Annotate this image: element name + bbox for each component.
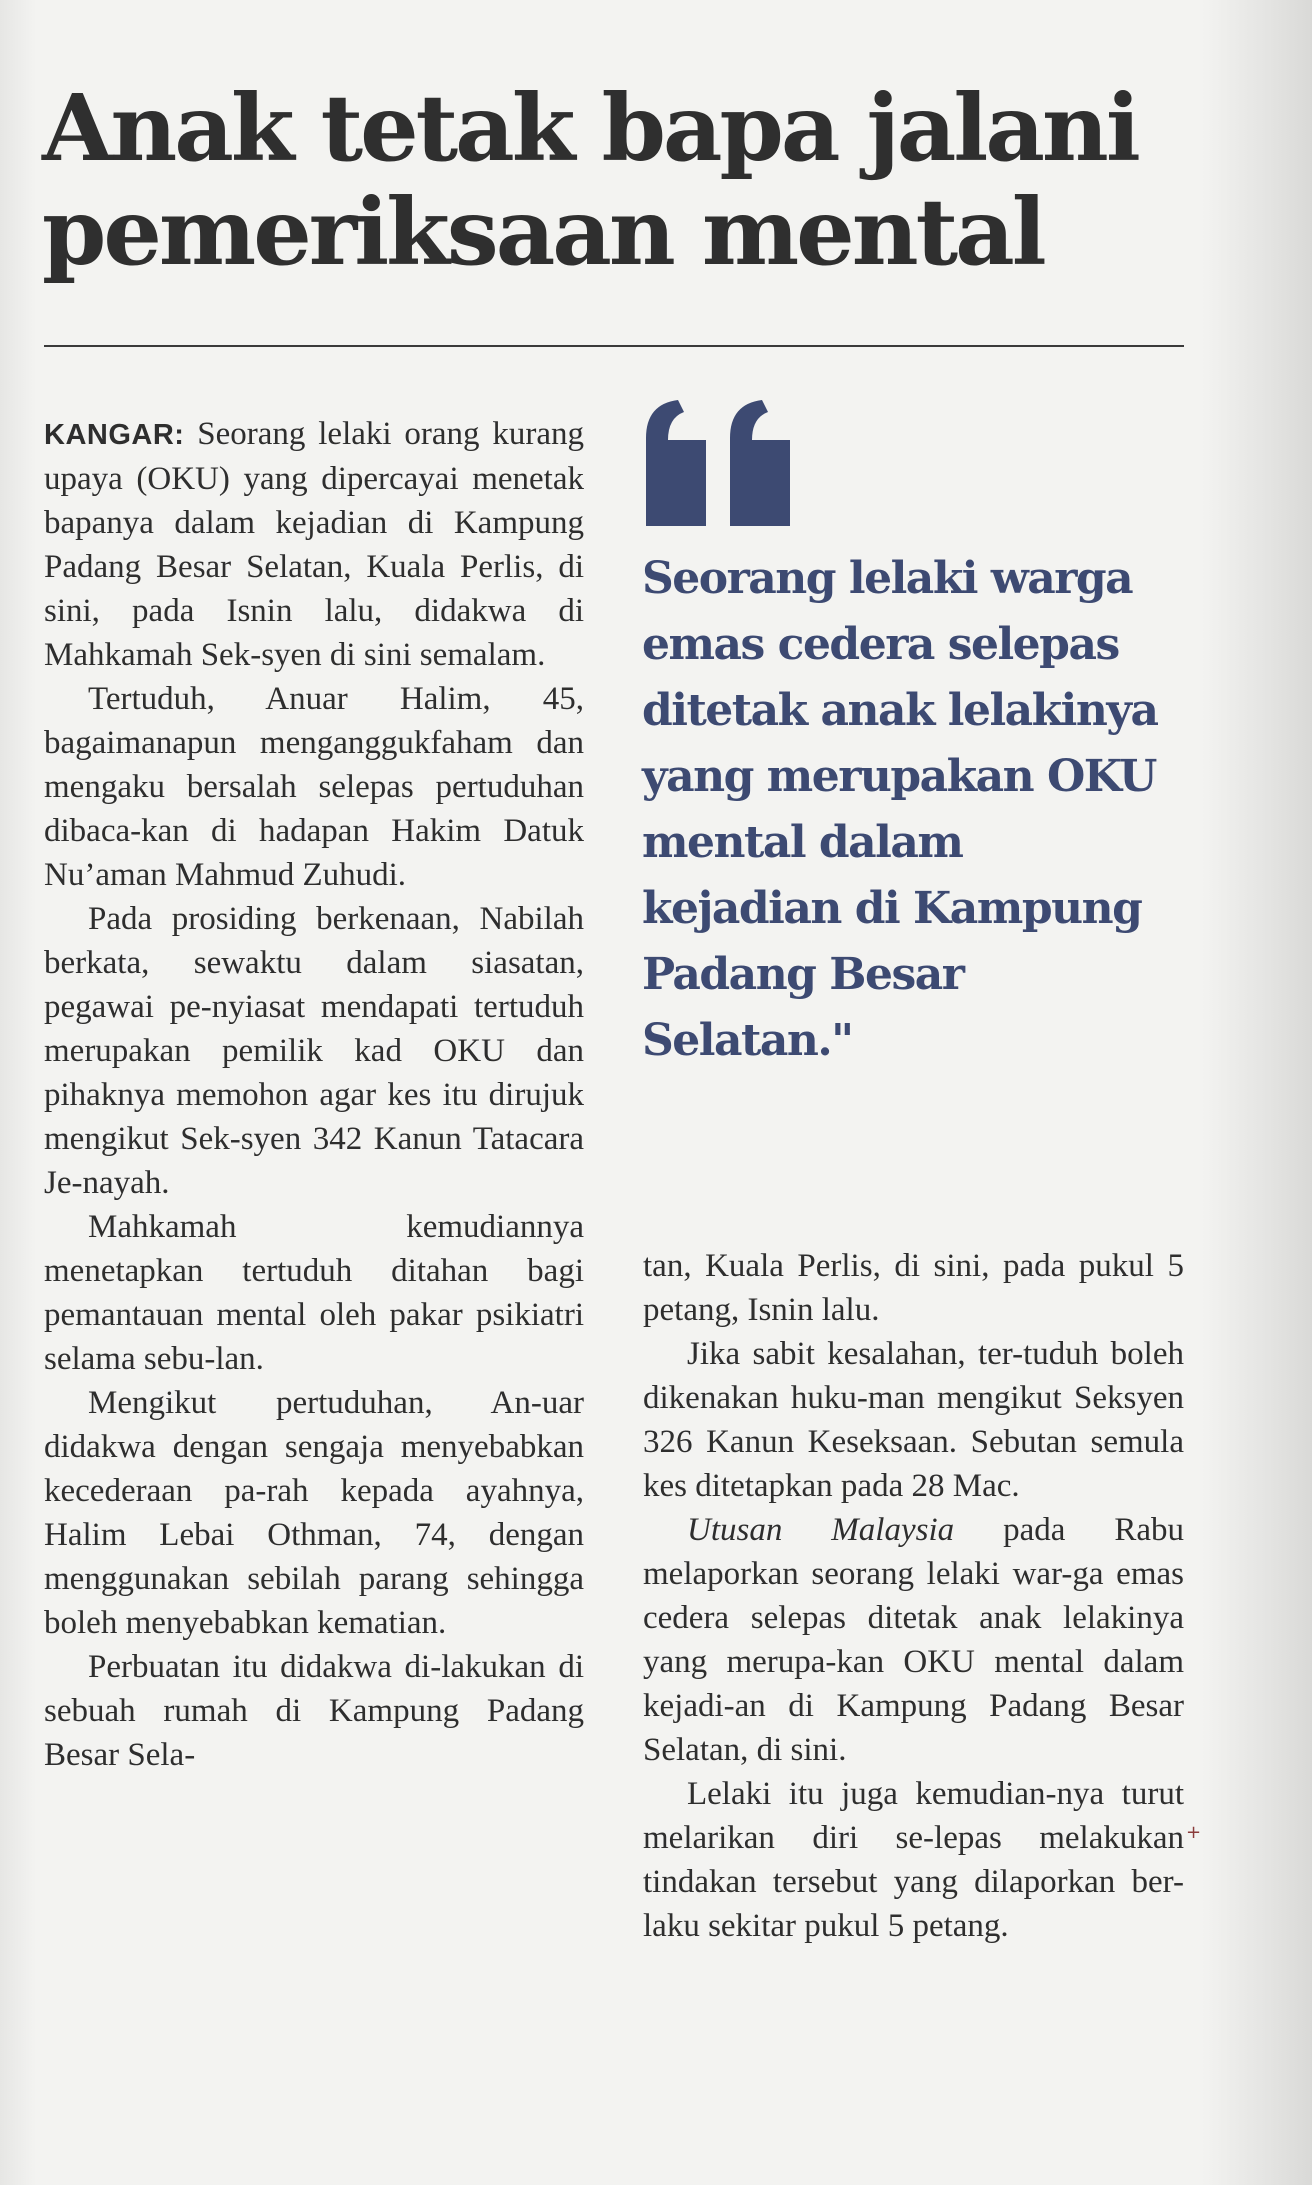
right-column xyxy=(643,1244,1184,1948)
headline-line-1: Anak tetak bapa jalani xyxy=(42,74,1138,182)
pull-quote: Seorang lelaki warga emas cedera selepas ditetak anak lelakinya yang merupakan OKU mental dalam kejadian di Kampung Padang Besar Selatan." xyxy=(642,553,1158,1066)
left-column xyxy=(44,412,584,1777)
opening-double-quote-icon xyxy=(640,398,800,528)
paragraph-10: Lelaki itu juga kemudian-nya turut melarikan diri se-lepas melakukan tindakan tersebut yang dilaporkan ber-laku sekitar pukul 5 petang. xyxy=(643,1776,1184,1944)
plus-mark-icon: + xyxy=(1186,1822,1202,1843)
paper-right-edge xyxy=(1202,0,1312,2185)
headline-rule xyxy=(44,345,1184,347)
paragraph-1 xyxy=(44,412,584,677)
paragraph-9 xyxy=(643,1508,1184,1772)
paragraph-4: Mahkamah kemudiannya menetapkan tertuduh ditahan bagi pemantauan mental oleh pakar psikiatri selama sebu-lan. xyxy=(44,1209,584,1377)
paragraph-8: Jika sabit kesalahan, ter-tuduh boleh dikenakan huku-man mengikut Seksyen 326 Kanun Keseksaan. Sebutan semula kes ditetapkan pada 28 Mac. xyxy=(643,1336,1184,1504)
paragraph-1-text: Seorang lelaki orang kurang upaya (OKU) yang dipercayai menetak bapanya dalam kejadian di Kampung Padang Besar Selatan, Kuala Perlis, di sini, pada Isnin lalu, didakwa di Mahkamah Sek-syen di sini semalam. xyxy=(44,416,584,673)
paragraph-5: Mengikut pertuduhan, An-uar didakwa dengan sengaja menyebabkan kecederaan pa-rah kepada ayahnya, Halim Lebai Othman, 74, dengan menggunakan sebilah parang sehingga boleh menyebabkan kematian. xyxy=(44,1385,584,1641)
dateline: KANGAR: xyxy=(44,419,185,451)
paragraph-6: Perbuatan itu didakwa di-lakukan di sebuah rumah di Kampung Padang Besar Sela- xyxy=(44,1649,584,1773)
paragraph-2: Tertuduh, Anuar Halim, 45, bagaimanapun menganggukfaham dan mengaku bersalah selepas pertuduhan dibaca-kan di hadapan Hakim Datuk Nu’aman Mahmud Zuhudi. xyxy=(44,681,584,893)
headline-line-2: pemeriksaan mental xyxy=(42,178,1044,286)
paragraph-9-text: pada Rabu melaporkan seorang lelaki war-ga emas cedera selepas ditetak anak lelakinya yang merupa-kan OKU mental dalam kejadi-an di Kampung Padang Besar Selatan, di sini. xyxy=(643,1512,1184,1768)
paper-left-edge xyxy=(0,0,36,2185)
article-headline xyxy=(42,76,1192,284)
paragraph-7: tan, Kuala Perlis, di sini, pada pukul 5 petang, Isnin lalu. xyxy=(643,1248,1184,1328)
paragraph-3: Pada prosiding berkenaan, Nabilah berkata, sewaktu dalam siasatan, pegawai pe-nyiasat mendapati tertuduh merupakan pemilik kad OKU dan pihaknya memohon agar kes itu dirujuk mengikut Sek-syen 342 Kanun Tatacara Je-nayah. xyxy=(44,901,584,1201)
newspaper-name: Utusan Malaysia xyxy=(687,1512,955,1548)
